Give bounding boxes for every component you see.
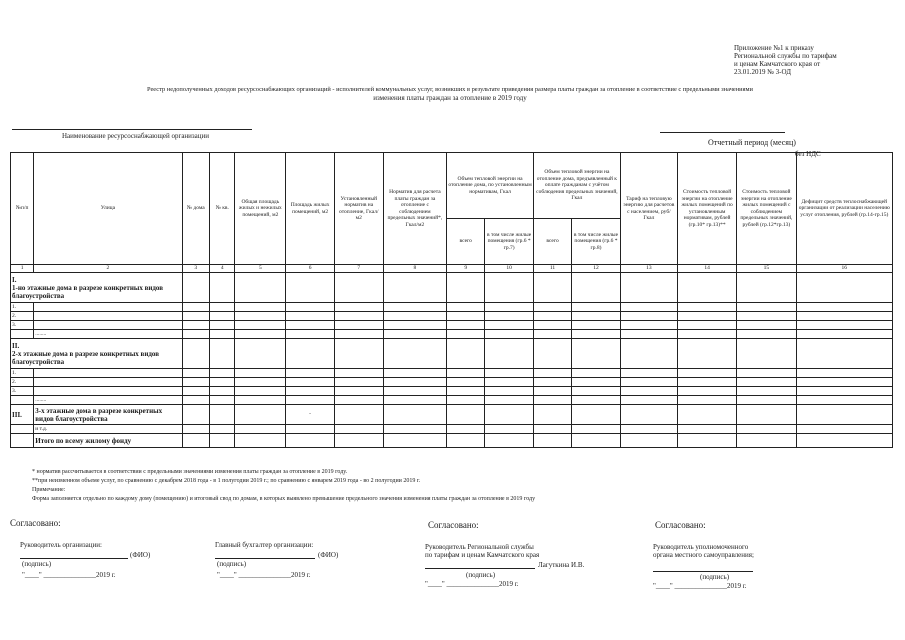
org-head-label: Руководитель организации: — [20, 541, 102, 549]
header-col7: Установленный норматив на отопление, Гкал/м2 — [334, 153, 383, 265]
col-number: 6 — [286, 265, 335, 273]
signature-line — [20, 558, 128, 559]
mun-head-line2: органа местного самоуправления; — [653, 551, 754, 559]
col-number: 9 — [447, 265, 485, 273]
header-col9: всего — [447, 219, 485, 265]
annex-line: и ценам Камчатского края от — [734, 60, 821, 68]
table-row — [11, 396, 893, 405]
col-number: 1 — [11, 265, 34, 273]
col-number: 4 — [210, 265, 235, 273]
period-caption: Отчетный период (месяц) — [708, 138, 796, 147]
header-col2: Улица — [34, 153, 182, 265]
header-col16: Дефицит средств теплоснабжающей организации от реализации населению услуг отопления, рублей (гр.14-гр.15) — [796, 153, 892, 265]
col-number: 2 — [34, 265, 182, 273]
col-number: 12 — [572, 265, 621, 273]
podpis-label: (подпись) — [700, 573, 730, 581]
col-number: 15 — [737, 265, 796, 273]
header-group1: Объем тепловой энергии на отопление дома, по установленным нормативам, Гкал — [447, 153, 534, 219]
note-line: * норматив рассчитывается в соответствии с предельными значениями изменения платы граждан за отопление в 2019 году. — [32, 469, 348, 475]
column-number-row — [11, 265, 893, 273]
podpis-label: (подпись) — [217, 560, 247, 568]
mun-head-line1: Руководитель уполномоченного — [653, 543, 749, 551]
rst-name: Лагуткина И.В. — [538, 561, 585, 569]
header-col4: № кв. — [210, 153, 235, 265]
dash-cell: - — [286, 405, 335, 425]
org-name-caption: Наименование ресурсоснабжающей организации — [62, 132, 210, 140]
table-row — [11, 321, 893, 330]
col-number: 16 — [796, 265, 892, 273]
section-row — [11, 273, 893, 303]
period-line — [660, 132, 785, 133]
row-number: 3. — [11, 321, 34, 330]
row-number: 2. — [11, 312, 34, 321]
header-col10: в том числе жилые помещения (гр.6 * гр.7) — [485, 219, 534, 265]
section-title: 2-х этажные дома в разрезе конкретных видов благоустройства — [12, 349, 159, 366]
col-number: 7 — [334, 265, 383, 273]
section-roman: I. — [12, 275, 17, 284]
header-col14: Стоимость тепловой энергии на отопление жилых помещений по установленным нормативам, рублей (гр.10* гр.13)** — [677, 153, 736, 265]
row-dots: ........ — [34, 396, 182, 405]
vat-note: без НДС — [795, 150, 821, 158]
table-row — [11, 312, 893, 321]
table-row — [11, 369, 893, 378]
date-line: "____" _______________2019 г. — [22, 571, 116, 579]
row-dots: ........ — [34, 330, 182, 339]
section-title: 3-х этажные дома в разрезе конкретных видов благоустройства — [34, 405, 182, 425]
row-number: 3. — [11, 387, 34, 396]
col-number: 5 — [235, 265, 286, 273]
section-roman: II. — [12, 341, 20, 350]
section-row — [11, 339, 893, 369]
header-group2: Объем тепловой энергии на отопление дома, предъявленный к оплате гражданам с учётом соблюдения предельных значений, Гкал — [533, 153, 620, 219]
col-number: 13 — [620, 265, 677, 273]
note-line: **при неизменном объеме услуг, по сравнению с декабрем 2018 года - в 1 полугодии 2019 г.; по сравнению с январем 2019 года - во 2 полугодии 2019 г. — [32, 478, 421, 484]
signature-line — [215, 558, 315, 559]
header-col6: Площадь жилых помещений, м2 — [286, 153, 335, 265]
section-row — [11, 405, 893, 425]
table-row — [11, 303, 893, 312]
annex-block — [734, 44, 894, 76]
col-number: 14 — [677, 265, 736, 273]
col-number: 10 — [485, 265, 534, 273]
date-line: "____" _______________2019 г. — [653, 582, 747, 590]
date-line: "____" _______________2019 г. — [425, 580, 519, 588]
header-col5: Общая площадь жилых и нежилых помещений, м2 — [235, 153, 286, 265]
annex-line: Приложение №1 к приказу — [734, 44, 814, 52]
note-line: Примечание: — [32, 487, 66, 493]
header-col13: Тариф на тепловую энергию для расчетов с населением, руб/Гкал — [620, 153, 677, 265]
section-title-cell — [11, 339, 183, 369]
fio-label: (ФИО) — [318, 551, 339, 559]
table-row — [11, 425, 893, 434]
header-col1: №п/п — [11, 153, 34, 265]
header-col8: Норматив для расчета платы граждан за отопление с соблюдением предельных значений*, Гкал/м2 — [383, 153, 447, 265]
section-title-cell — [11, 273, 183, 303]
signature-line — [653, 571, 753, 572]
rst-head-line2: по тарифам и ценам Камчатского края — [425, 551, 540, 559]
agreed-right: Согласовано: — [655, 520, 706, 530]
annex-line: Региональной службы по тарифам — [734, 52, 837, 60]
chief-accountant-label: Главный бухгалтер организации: — [215, 541, 314, 549]
title-line: Реестр недополученных доходов ресурсоснабжающих организаций - исполнителей коммунальных услуг, возникших в результате приведения размера платы граждан за отопление в соответствие с предельными значениями — [147, 86, 753, 93]
row-etc: и т.д. — [34, 425, 182, 434]
signature-line — [425, 568, 535, 569]
header-col11: всего — [533, 219, 571, 265]
table-row — [11, 330, 893, 339]
section-title: 1-но этажные дома в разрезе конкретных видов благоустройства — [12, 283, 164, 300]
header-col12: в том числе жилые помещения (гр.6 * гр.8) — [572, 219, 621, 265]
agreed-left: Согласовано: — [10, 518, 61, 528]
note-line: Форма заполняется отдельно по каждому дому (помещению) и итоговый свод по домам, в которых выявлено превышение предельного значения изменения платы граждан за отопление в 2019 году — [32, 496, 536, 502]
table-row — [11, 378, 893, 387]
col-number: 8 — [383, 265, 447, 273]
date-line: "____" _______________2019 г. — [217, 571, 311, 579]
header-col3: № дома — [182, 153, 210, 265]
annex-line: 23.01.2019 № 3-ОД — [734, 68, 791, 76]
col-number: 11 — [533, 265, 571, 273]
org-name-line — [12, 129, 252, 130]
register-table — [10, 152, 893, 448]
podpis-label: (подпись) — [466, 571, 496, 579]
row-number: 1. — [11, 369, 34, 378]
row-number: 2. — [11, 378, 34, 387]
fio-label: (ФИО) — [130, 551, 151, 559]
total-row — [11, 434, 893, 448]
total-label: Итого по всему жилому фонду — [34, 434, 182, 448]
section-roman: III. — [11, 405, 34, 425]
rst-head-line1: Руководитель Региональной службы — [425, 543, 534, 551]
podpis-label: (подпись) — [22, 560, 52, 568]
table-row — [11, 387, 893, 396]
title-line: изменения платы граждан за отопление в 2019 году — [373, 94, 527, 102]
document-title — [60, 86, 840, 102]
header-col15: Стоимость тепловой энергии на отопление жилых помещений с соблюдением предельных значений, рублей (гр.12*гр.13) — [737, 153, 796, 265]
row-number: 1. — [11, 303, 34, 312]
agreed-mid: Согласовано: — [428, 520, 479, 530]
col-number: 3 — [182, 265, 210, 273]
notes-block — [32, 469, 832, 503]
